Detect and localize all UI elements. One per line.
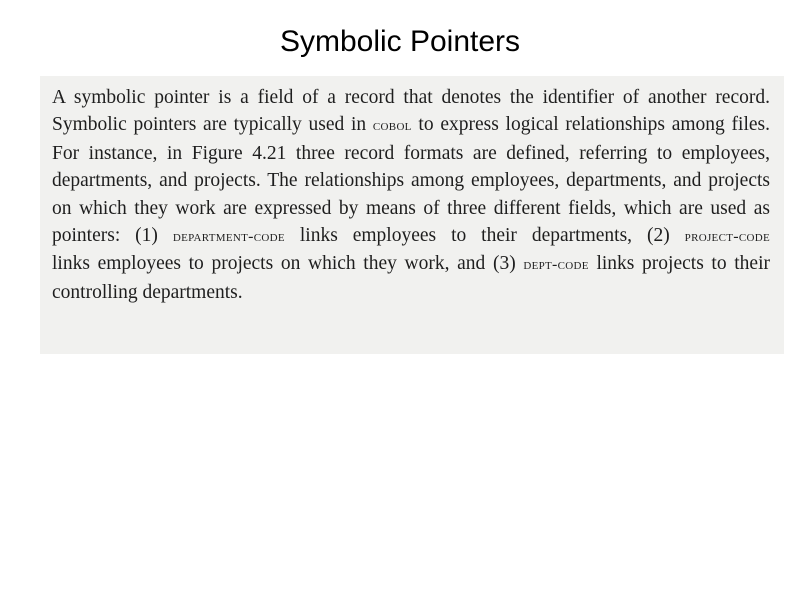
text-line (52, 167, 770, 194)
text-segment: to express logical relationships among files. (411, 114, 770, 136)
text-segment: departments, and projects. The relationships among employees, departments, and projects (52, 170, 770, 192)
text-segment: For instance, in Figure 4.21 three record formats are defined, referring to employees, (52, 142, 770, 164)
small-caps-term: cobol (372, 117, 412, 135)
text-segment: controlling departments. (52, 281, 243, 303)
text-line (52, 279, 770, 306)
small-caps-term: project-code (684, 228, 770, 246)
text-line (52, 195, 770, 222)
text-segment: pointers: (1) (52, 225, 173, 247)
text-line (52, 140, 770, 167)
slide-title: Symbolic Pointers (279, 25, 521, 58)
text-segment: links projects to their (588, 253, 770, 275)
text-segment: Symbolic pointers are typically used in (52, 114, 373, 136)
text-segment: links employees to their departments, (2) (284, 225, 685, 247)
small-caps-term: dept-code (523, 256, 589, 274)
text-segment: A symbolic pointer is a field of a record that denotes the identifier of another record. (52, 87, 770, 108)
text-line (52, 111, 770, 139)
text-segment: on which they work are expressed by means of three different fields, which are used as (52, 197, 770, 219)
scanned-text-excerpt (40, 76, 784, 354)
text-segment: links employees to projects on which they work, and (3) (52, 253, 524, 275)
text-line (52, 84, 770, 111)
text-line (52, 250, 770, 278)
small-caps-term: department-code (172, 228, 285, 246)
text-line (52, 222, 770, 250)
